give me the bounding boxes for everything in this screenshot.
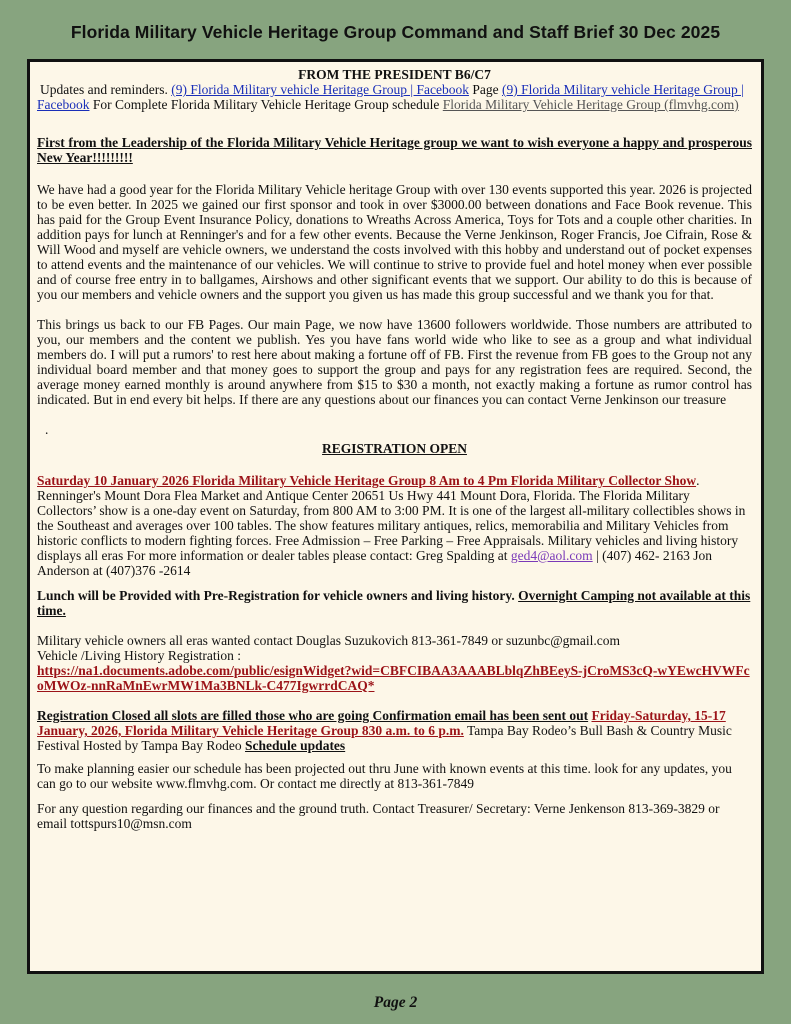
collector-show-body: . Renninger's Mount Dora Flea Market and Antique Center 20651 Us Hwy 441 Mount Dora, Florida. The Florida Military Collectors’ show is a one-day event on Saturday, from 800 AM to 3:00 PM. It is one of the largest all-military collectibles shows in the Southeast and averages over 100 tables. The show features military antiques, relics, memorabilia and Military Vehicles from historic conflicts to modern fighting forces. Free Admission – Free Parking – Free Appraisals. Military vehicles and living history displays all eras For more information or dealer tables please contact: Greg Spalding at [37, 473, 746, 563]
facebook-pages-paragraph: This brings us back to our FB Pages. Our main Page, we now have 13600 followers worldwide. Those numbers are attributed to you, our members and the content we publish. Yes you have fans world wide who like to see as a group and what individual members do. I will put a rumors' to rest here about making a fortune off of FB. First the revenue from FB goes to the Group not any individual board member and that money goes to support the group and pays for any registration fees are required. Second, the average money earned monthly is around anywhere from $15 to $30 a month, not exactly making a fortune as rumor control has indicated. But in end every bit helps. If there are any questions about our finances you can contact Verne Jenkinson our treasure [37, 317, 752, 407]
planning-paragraph: To make planning easier our schedule has been projected out thru June with known events at this time. look for any updates, you can go to our website www.flmvhg.com. Or contact me directly at 813-361-7849 [37, 761, 732, 791]
contact-phones: | (407) 462- 2163 Jon Anderson at (407)376 -2614 [37, 548, 712, 578]
facebook-page-link[interactable]: (9) Florida Military vehicle Heritage Group | Facebook [37, 82, 744, 112]
spacer-dot: . [45, 422, 49, 437]
newsletter-title: Florida Military Vehicle Heritage Group Command and Staff Brief 30 Dec 2025 [70, 22, 721, 42]
registration-heading: REGISTRATION OPEN [322, 441, 467, 456]
contact-email-link[interactable]: ged4@aol.com [510, 548, 593, 563]
new-year-greeting: First from the Leadership of the Florida Military Vehicle Heritage group we want to wish everyone a happy and prosperous New Year!!!!!!!!! [37, 135, 752, 165]
section-title: FROM THE PRESIDENT B6/C7 [298, 67, 491, 82]
lunch-note: Lunch will be Provided with Pre-Registration for vehicle owners and living history. [37, 588, 515, 603]
intro-lead: Updates and reminders. [40, 82, 168, 97]
rodeo-body: Tampa Bay Rodeo’s Bull Bash & Country Music Festival Hosted by Tampa Bay Rodeo [37, 723, 732, 753]
rodeo-dates: Friday-Saturday, 15-17 January, 2026, Florida Military Vehicle Heritage Group 830 a.m. to 6 p.m. [37, 708, 726, 738]
collector-show-title: Saturday 10 January 2026 Florida Military Vehicle Heritage Group 8 Am to 4 Pm Florida Military Collector Show [37, 473, 697, 488]
collector-show-paragraph [37, 473, 752, 578]
page-number: Page 2 [373, 994, 418, 1011]
schedule-updates-link[interactable]: Schedule updates [245, 738, 346, 753]
facebook-group-link[interactable]: (9) Florida Military vehicle Heritage Group | Facebook [171, 82, 469, 97]
registration-label: Vehicle /Living History Registration : [37, 648, 241, 663]
schedule-text: For Complete Florida Military Vehicle Heritage Group schedule [92, 97, 440, 112]
website-link[interactable]: Florida Military Vehicle Heritage Group (flmvhg.com) [442, 97, 739, 112]
year-review-paragraph: We have had a good year for the Florida Military Vehicle heritage Group with over 130 events supported this year. 2026 is projected to be even better. In 2025 we gained our first sponsor and took in over $3000.00 between donations and Face Book revenue. This has paid for the Group Event Insurance Policy, donations to Wreaths Across America, Toys for Tots and a couple other charities. In addition pays for lunch at Renninger's and for a few other events. Because the Verne Jenkinson, Roger Francis, Joe Cifrain, Rose & Will Wood and myself are vehicle owners, we understand the costs involved with this hobby and understand out of pocket expenses to attend events and the maintenance of our vehicles. We will continue to strive to provide fuel and hotel money when ever possible and of course free entry in to ballgames, Airshows and other significant events that we support. Our ability to do this is because of you our members and vehicle owners and the support you given us has made this group successful and we thank you for that. [37, 182, 752, 302]
registration-link[interactable]: https://na1.documents.adobe.com/public/esignWidget?wid=CBFCIBAA3AAABLblqZhBEeyS-jCroMS3cQ-wYEwcHVWFcoMWOz-nnRaMnEwrMW1Ma3BNLk-C477IgwrrdCAQ* [37, 663, 750, 693]
rodeo-paragraph [37, 708, 752, 753]
page-word: Page [472, 82, 499, 97]
rodeo-closed-notice: Registration Closed all slots are filled those who are going Confirmation email has been sent out [37, 708, 589, 723]
intro-paragraph [37, 82, 752, 112]
president-brief [34, 67, 755, 831]
registration-link-wrapper [37, 663, 752, 693]
finance-paragraph: For any question regarding our finances and the ground truth. Contact Treasurer/ Secretary: Verne Jenkenson 813-369-3829 or email tottspurs10@msn.com [37, 801, 720, 831]
lunch-paragraph [37, 588, 752, 618]
camping-note: Overnight Camping not available at this time. [37, 588, 751, 618]
owners-contact: Military vehicle owners all eras wanted contact Douglas Suzukovich 813-361-7849 or suzunbc@gmail.com [37, 633, 621, 648]
